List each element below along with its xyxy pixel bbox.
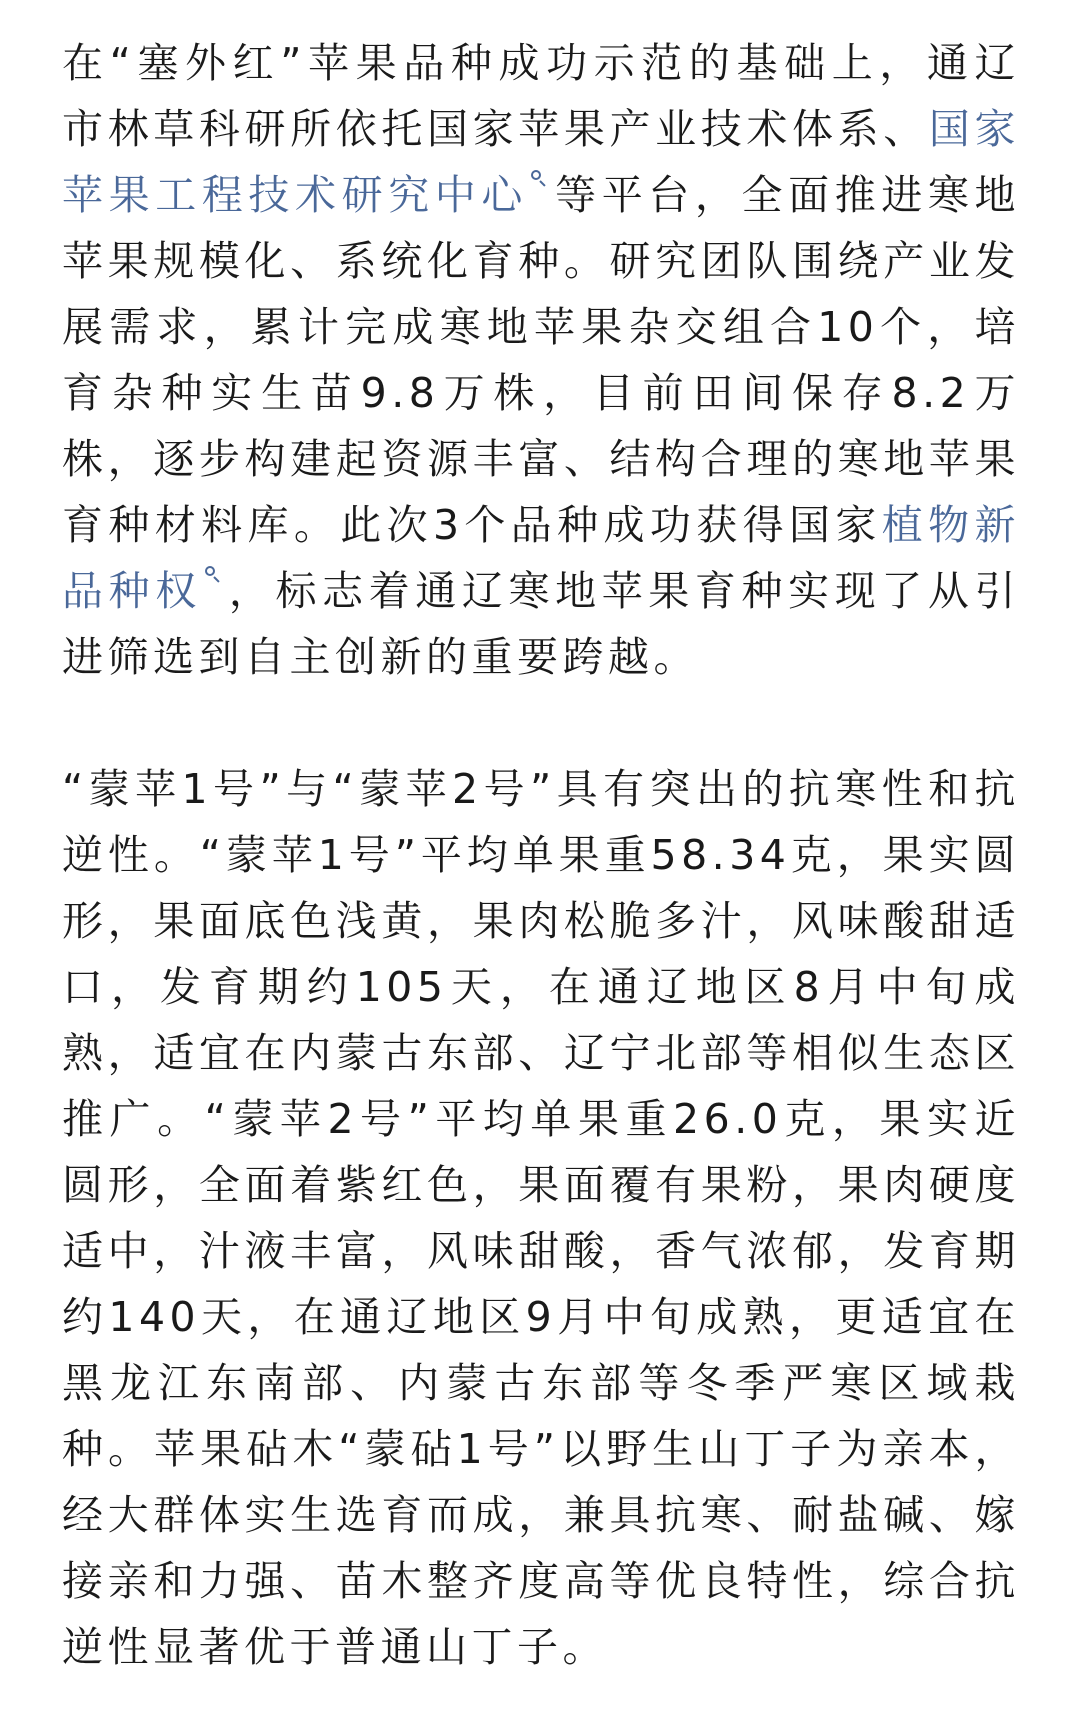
paragraph-1-text-b: 等平台，全面推进寒地苹果规模化、系统化育种。研究团队围绕产业发展需求，累计完成寒地苹果杂交组合10个，培育杂种实生苗9.8万株，目前田间保存8.2万株，逐步构建起资源丰富、结构合理的寒地苹果育种材料库。此次3个品种成功获得国家 xyxy=(62,171,1020,549)
link-national-apple-engineering-center[interactable]: 国家苹果工程技术研究中心 xyxy=(62,105,1020,219)
paragraph-1-text-c: ，标志着通辽寒地苹果育种实现了从引进筛选到自主创新的重要跨越。 xyxy=(62,567,1021,681)
search-icon[interactable] xyxy=(204,565,222,583)
paragraph-1 xyxy=(62,30,1020,690)
article-body xyxy=(62,30,1020,1680)
link-plant-variety-rights[interactable]: 植物新品种权 xyxy=(62,501,1020,615)
paragraph-1-text-a: 在“塞外红”苹果品种成功示范的基础上，通辽市林草科研所依托国家苹果产业技术体系、 xyxy=(62,39,1020,153)
paragraph-2: “蒙苹1号”与“蒙苹2号”具有突出的抗寒性和抗逆性。“蒙苹1号”平均单果重58.34克，果实圆形，果面底色浅黄，果肉松脆多汁，风味酸甜适口，发育期约105天，在通辽地区8月中旬成熟，适宜在内蒙古东部、辽宁北部等相似生态区推广。“蒙苹2号”平均单果重26.0克，果实近圆形，全面着紫红色，果面覆有果粉，果肉硬度适中，汁液丰富，风味甜酸，香气浓郁，发育期约140天，在通辽地区9月中旬成熟，更适宜在黑龙江东南部、内蒙古东部等冬季严寒区域栽种。苹果砧木“蒙砧1号”以野生山丁子为亲本，经大群体实生选育而成，兼具抗寒、耐盐碱、嫁接亲和力强、苗木整齐度高等优良特性，综合抗逆性显著优于普通山丁子。 xyxy=(62,765,1020,1671)
search-icon[interactable] xyxy=(530,169,548,187)
